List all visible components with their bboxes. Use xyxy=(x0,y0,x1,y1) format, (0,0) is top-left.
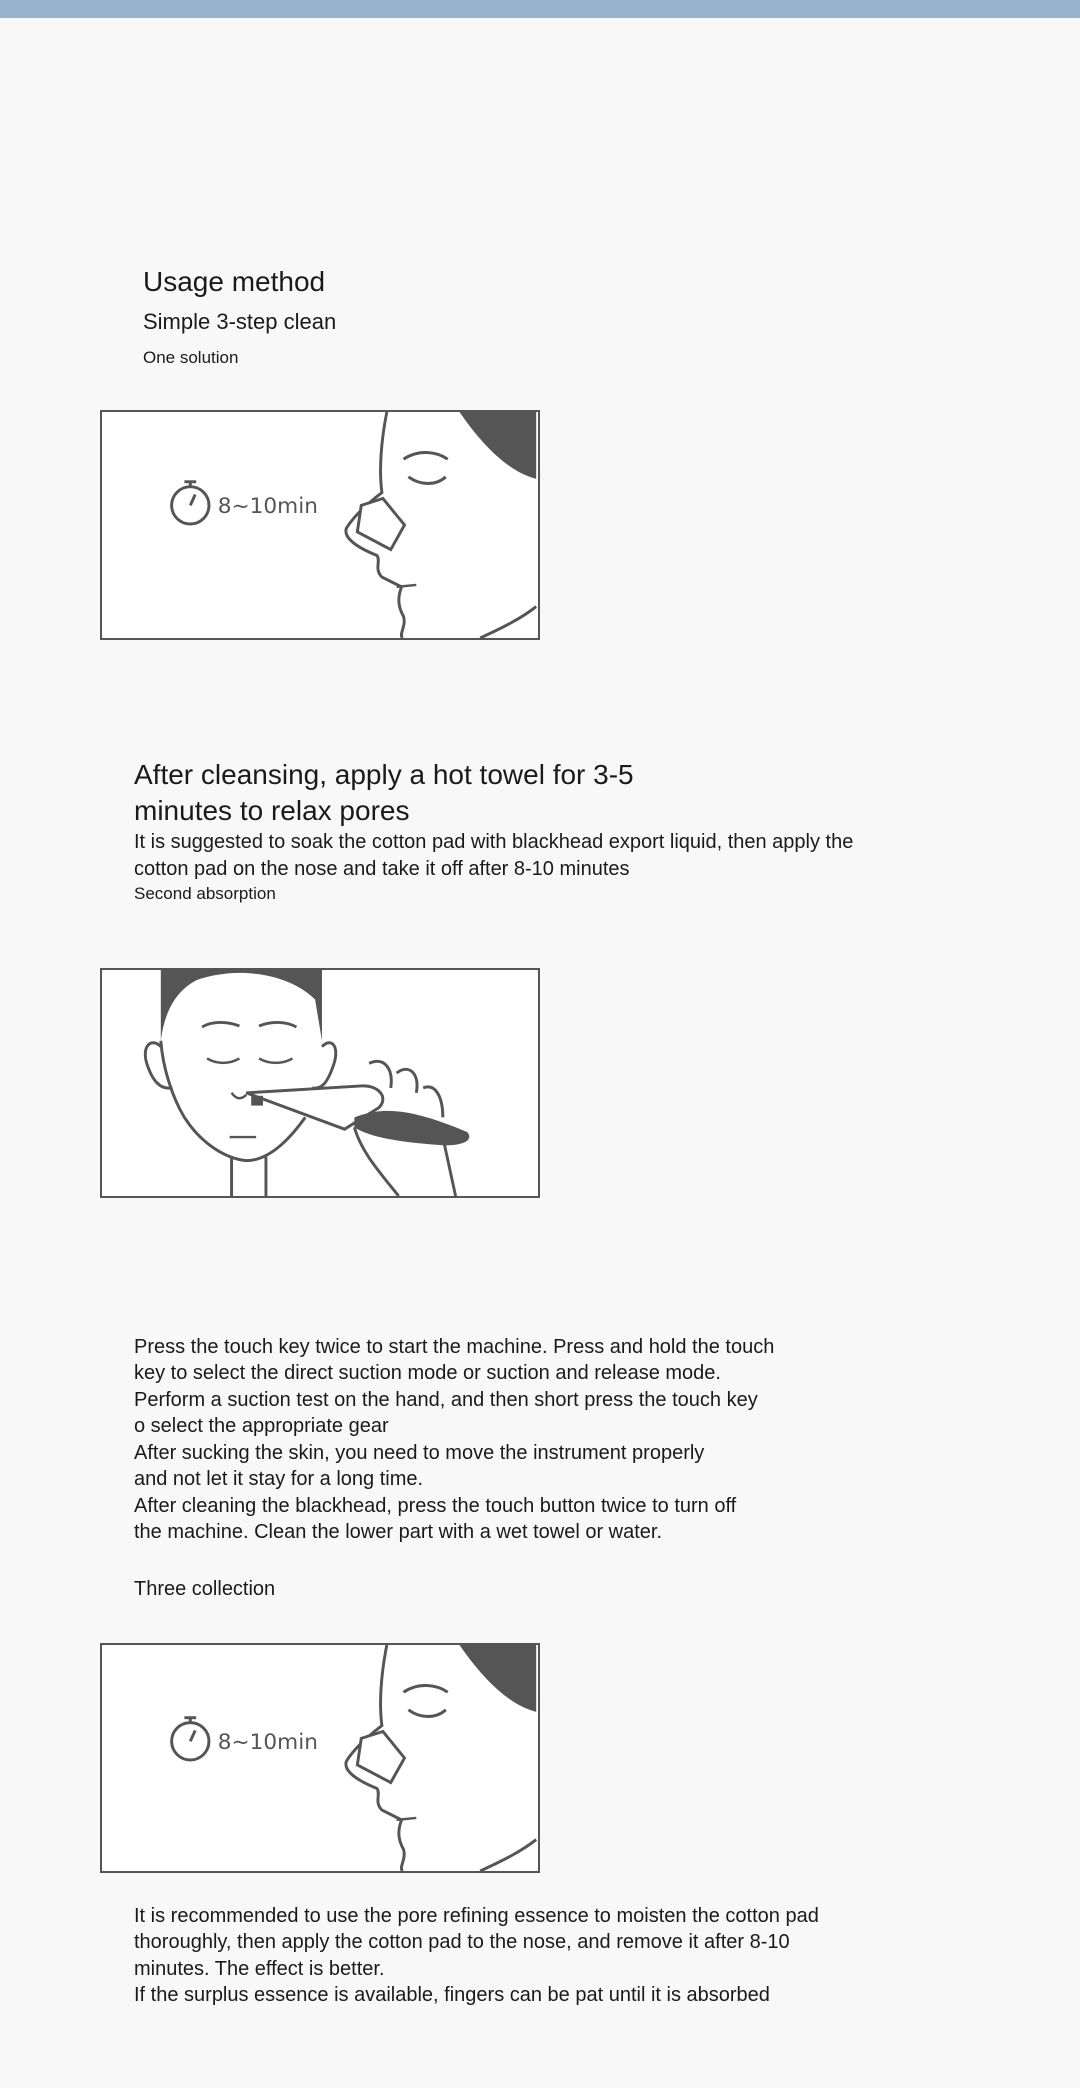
page-title: Usage method xyxy=(143,266,326,297)
step1-body: It is suggested to soak the cotton pad with blackhead export liquid, then apply the cotton pad on the nose and take it off after 8-10 minutes xyxy=(134,831,854,880)
step1-label: One solution xyxy=(143,348,239,367)
step2-line-5: After sucking the skin, you need to move the instrument properly xyxy=(134,1442,705,1464)
step2-line-1: Press the touch key twice to start the machine. Press and hold the touch xyxy=(134,1336,775,1358)
stopwatch-icon xyxy=(172,482,209,524)
illustration-essence-pad-profile xyxy=(100,1643,540,1873)
step2-label: Second absorption xyxy=(134,884,276,903)
page-subtitle: Simple 3-step clean xyxy=(143,309,337,334)
profile-drawing xyxy=(102,412,538,638)
top-banner xyxy=(0,0,1080,18)
step3-line-2: thoroughly, then apply the cotton pad to the nose, and remove it after 8-10 xyxy=(134,1931,790,1953)
step2-line-8: the machine. Clean the lower part with a wet towel or water. xyxy=(134,1521,663,1543)
step3-line-3: minutes. The effect is better. xyxy=(134,1958,385,1980)
front-face-drawing xyxy=(102,970,538,1196)
illustration-device-on-nose xyxy=(100,968,540,1198)
step3-label: Three collection xyxy=(134,1578,276,1600)
timer-text: 8~10min xyxy=(217,494,318,520)
step1-heading: After cleansing, apply a hot towel for 3-5 minutes to relax pores xyxy=(134,759,634,826)
timer-text: 8~10min xyxy=(217,1730,318,1756)
step3-line-1: It is recommended to use the pore refining essence to moisten the cotton pad xyxy=(134,1905,819,1927)
step2-line-3: Perform a suction test on the hand, and then short press the touch key xyxy=(134,1389,758,1411)
step2-line-2: key to select the direct suction mode or suction and release mode. xyxy=(134,1362,721,1384)
illustration-cotton-pad-profile xyxy=(100,410,540,640)
stopwatch-icon xyxy=(172,1718,209,1760)
step2-line-7: After cleaning the blackhead, press the touch button twice to turn off xyxy=(134,1495,737,1517)
step3-line-4: If the surplus essence is available, fingers can be pat until it is absorbed xyxy=(134,1984,770,2006)
step2-line-4: o select the appropriate gear xyxy=(134,1415,389,1437)
step2-line-6: and not let it stay for a long time. xyxy=(134,1468,424,1490)
profile-drawing-2 xyxy=(102,1645,538,1871)
